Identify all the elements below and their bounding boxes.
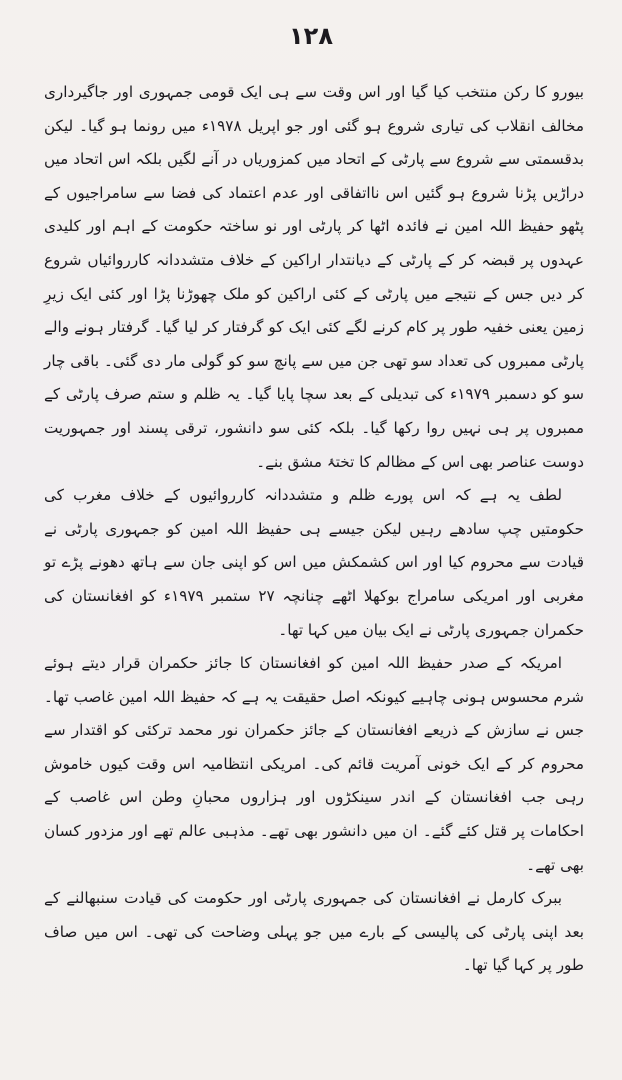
paragraph-2: لطف یہ ہے کہ اس پورے ظلم و متشددانہ کارروائیوں کے خلاف مغرب کی حکومتیں چپ سادھے رہیں لیکن جیسے ہی حفیظ اللہ امین کو جمہوری پارٹی نے قیادت سے محروم کیا اور اس کشمکش میں اس کو اپنی جان سے ہاتھ دھونے پڑے تو مغربی اور امریکی سامراج بوکھلا اٹھے چنانچہ ۲۷ ستمبر ۱۹۷۹ء کو افغانستان کی حکمران جمہوری پارٹی نے ایک بیان میں کہا تھا۔ <box>44 486 584 639</box>
paragraph-1: بیورو کا رکن منتخب کیا گیا اور اس وقت سے ہی ایک قومی جمہوری اور جاگیرداری مخالف انقلاب کی تیاری شروع ہو گئی اور جو اپریل ۱۹۷۸ء میں رونما ہو گیا۔ لیکن بدقسمتی سے شروع سے پارٹی کے اتحاد میں کمزوریاں در آنے لگیں بلکہ اس اتحاد میں دراڑیں پڑنا شروع ہو گئیں اس نااتفاقی اور عدم اعتماد کی فضا سے سامراجیوں کے پٹھو حفیظ اللہ امین نے فائدہ اٹھا کر پارٹی اور نو ساختہ حکومت کے اہم اور کلیدی عہدوں پر قبضہ کر کے پارٹی کے دیانتدار اراکین کے خلاف متشددانہ کارروائیاں شروع کر دیں جس کے نتیجے میں پارٹی کے کئی اراکین کو ملک چھوڑنا پڑا اور کئی ایک زیرِ زمین یعنی خفیہ طور پر کام کرنے لگے کئی ایک کو گرفتار کر لیا گیا۔ گرفتار ہونے والے پارٹی ممبروں کی تعداد سو تھی جن میں سے پانچ سو کو گولی مار دی گئی۔ باقی چار سو کو دسمبر ۱۹۷۹ء کی تبدیلی کے بعد سچا پایا گیا۔ یہ ظلم و ستم صرف پارٹی کے ممبروں پر ہی نہیں روا رکھا گیا۔ بلکہ کئی سو دانشور، ترقی پسند اور جمہوریت دوست عناصر بھی اس کے مظالم کا تختۂ مشق بنے۔ <box>44 83 584 471</box>
paragraph-4: ببرک کارمل نے افغانستان کی جمہوری پارٹی اور حکومت کی قیادت سنبھالنے کے بعد اپنی پارٹی کی پالیسی کے بارے میں جو پہلی وضاحت کی تھی۔ اس میں صاف طور پر کہا گیا تھا۔ <box>44 889 584 975</box>
paragraph-3: امریکہ کے صدر حفیظ اللہ امین کو افغانستان کا جائز حکمران قرار دیتے ہوئے شرم محسوس ہونی چاہیے کیونکہ اصل حقیقت یہ ہے کہ حفیظ اللہ امین غاصب تھا۔ جس نے سازش کے ذریعے افغانستان کے جائز حکمران نور محمد ترکئی کو اقتدار سے محروم کر کے ایک خونی آمریت قائم کی۔ امریکی انتظامیہ اس وقت کیوں خاموش رہی جب افغانستان کے اندر سینکڑوں اور ہزاروں محبانِ وطن اس غاصب کے احکامات پر قتل کئے گئے۔ ان میں دانشور بھی تھے۔ مذہبی عالم تھے اور مزدور کسان بھی تھے۔ <box>44 654 584 874</box>
text-body <box>44 76 584 983</box>
page-number: ۱۲۸ <box>289 22 333 50</box>
